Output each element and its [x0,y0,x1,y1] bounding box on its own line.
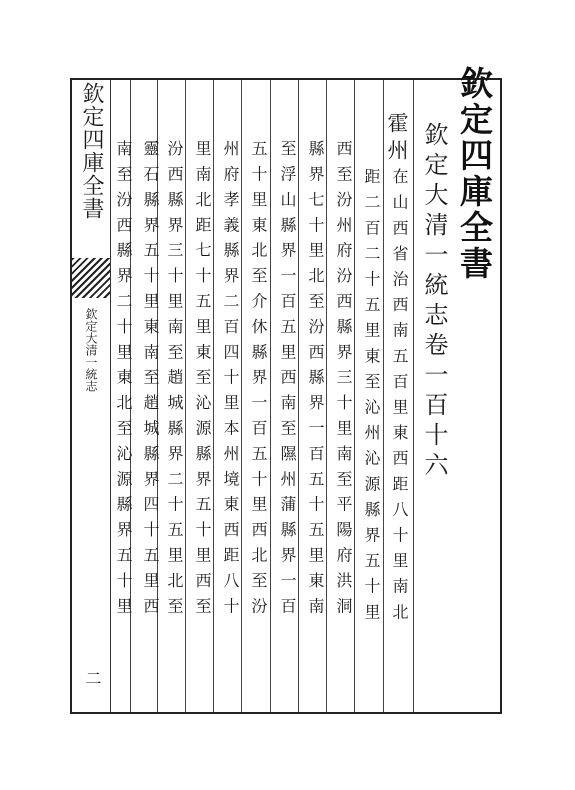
frame-bottom-border [70,712,502,714]
text-column: 靈石縣界五十里東南至趙城縣界四十五里西 [141,140,160,623]
text-column: 西至汾州府汾西縣界三十里南至平陽府洪洞 [334,140,353,623]
text-column: 縣界七十里北至汾西縣界一百五十五里東南 [306,140,325,623]
text-column: 五十里東北至介休縣界一百五十里西北至汾 [249,140,268,623]
spine-page-number: 二 [83,670,102,686]
text-column: 至浮山縣界一百五里西南至隰州蒲縣界一百 [278,140,297,623]
frame-right-border [500,78,502,714]
spine-volume-title: 欽定大清一統志 [84,308,98,392]
collection-seal: 欽定四庫全書 [455,66,494,282]
text-column: 汾西縣界三十里南至趙城縣界二十五里北至 [165,140,184,623]
spine-strip [72,80,111,712]
fishtail-mark-icon [72,258,110,298]
column-rule [413,80,414,712]
text-column: 州府孝義縣界二百四十里本州境東西距八十 [221,140,240,623]
chapter-heading: 欽定大清一統志卷一百十六 [420,122,448,482]
text-column: 距二百二十五里東至沁州沁源縣界五十里 [362,168,381,629]
frame-top-border [70,78,502,80]
place-name-heading: 霍州 [385,112,409,166]
spine-title: 欽定四庫全書 [79,82,104,220]
text-column: 里南北距七十五里東至沁源縣界五十里西至 [193,140,212,623]
text-column: 南至汾西縣界二十里東北至沁源縣界五十里 [114,140,133,623]
text-column: 在山西省治西南五百里東西距八十里南北 [390,168,409,629]
